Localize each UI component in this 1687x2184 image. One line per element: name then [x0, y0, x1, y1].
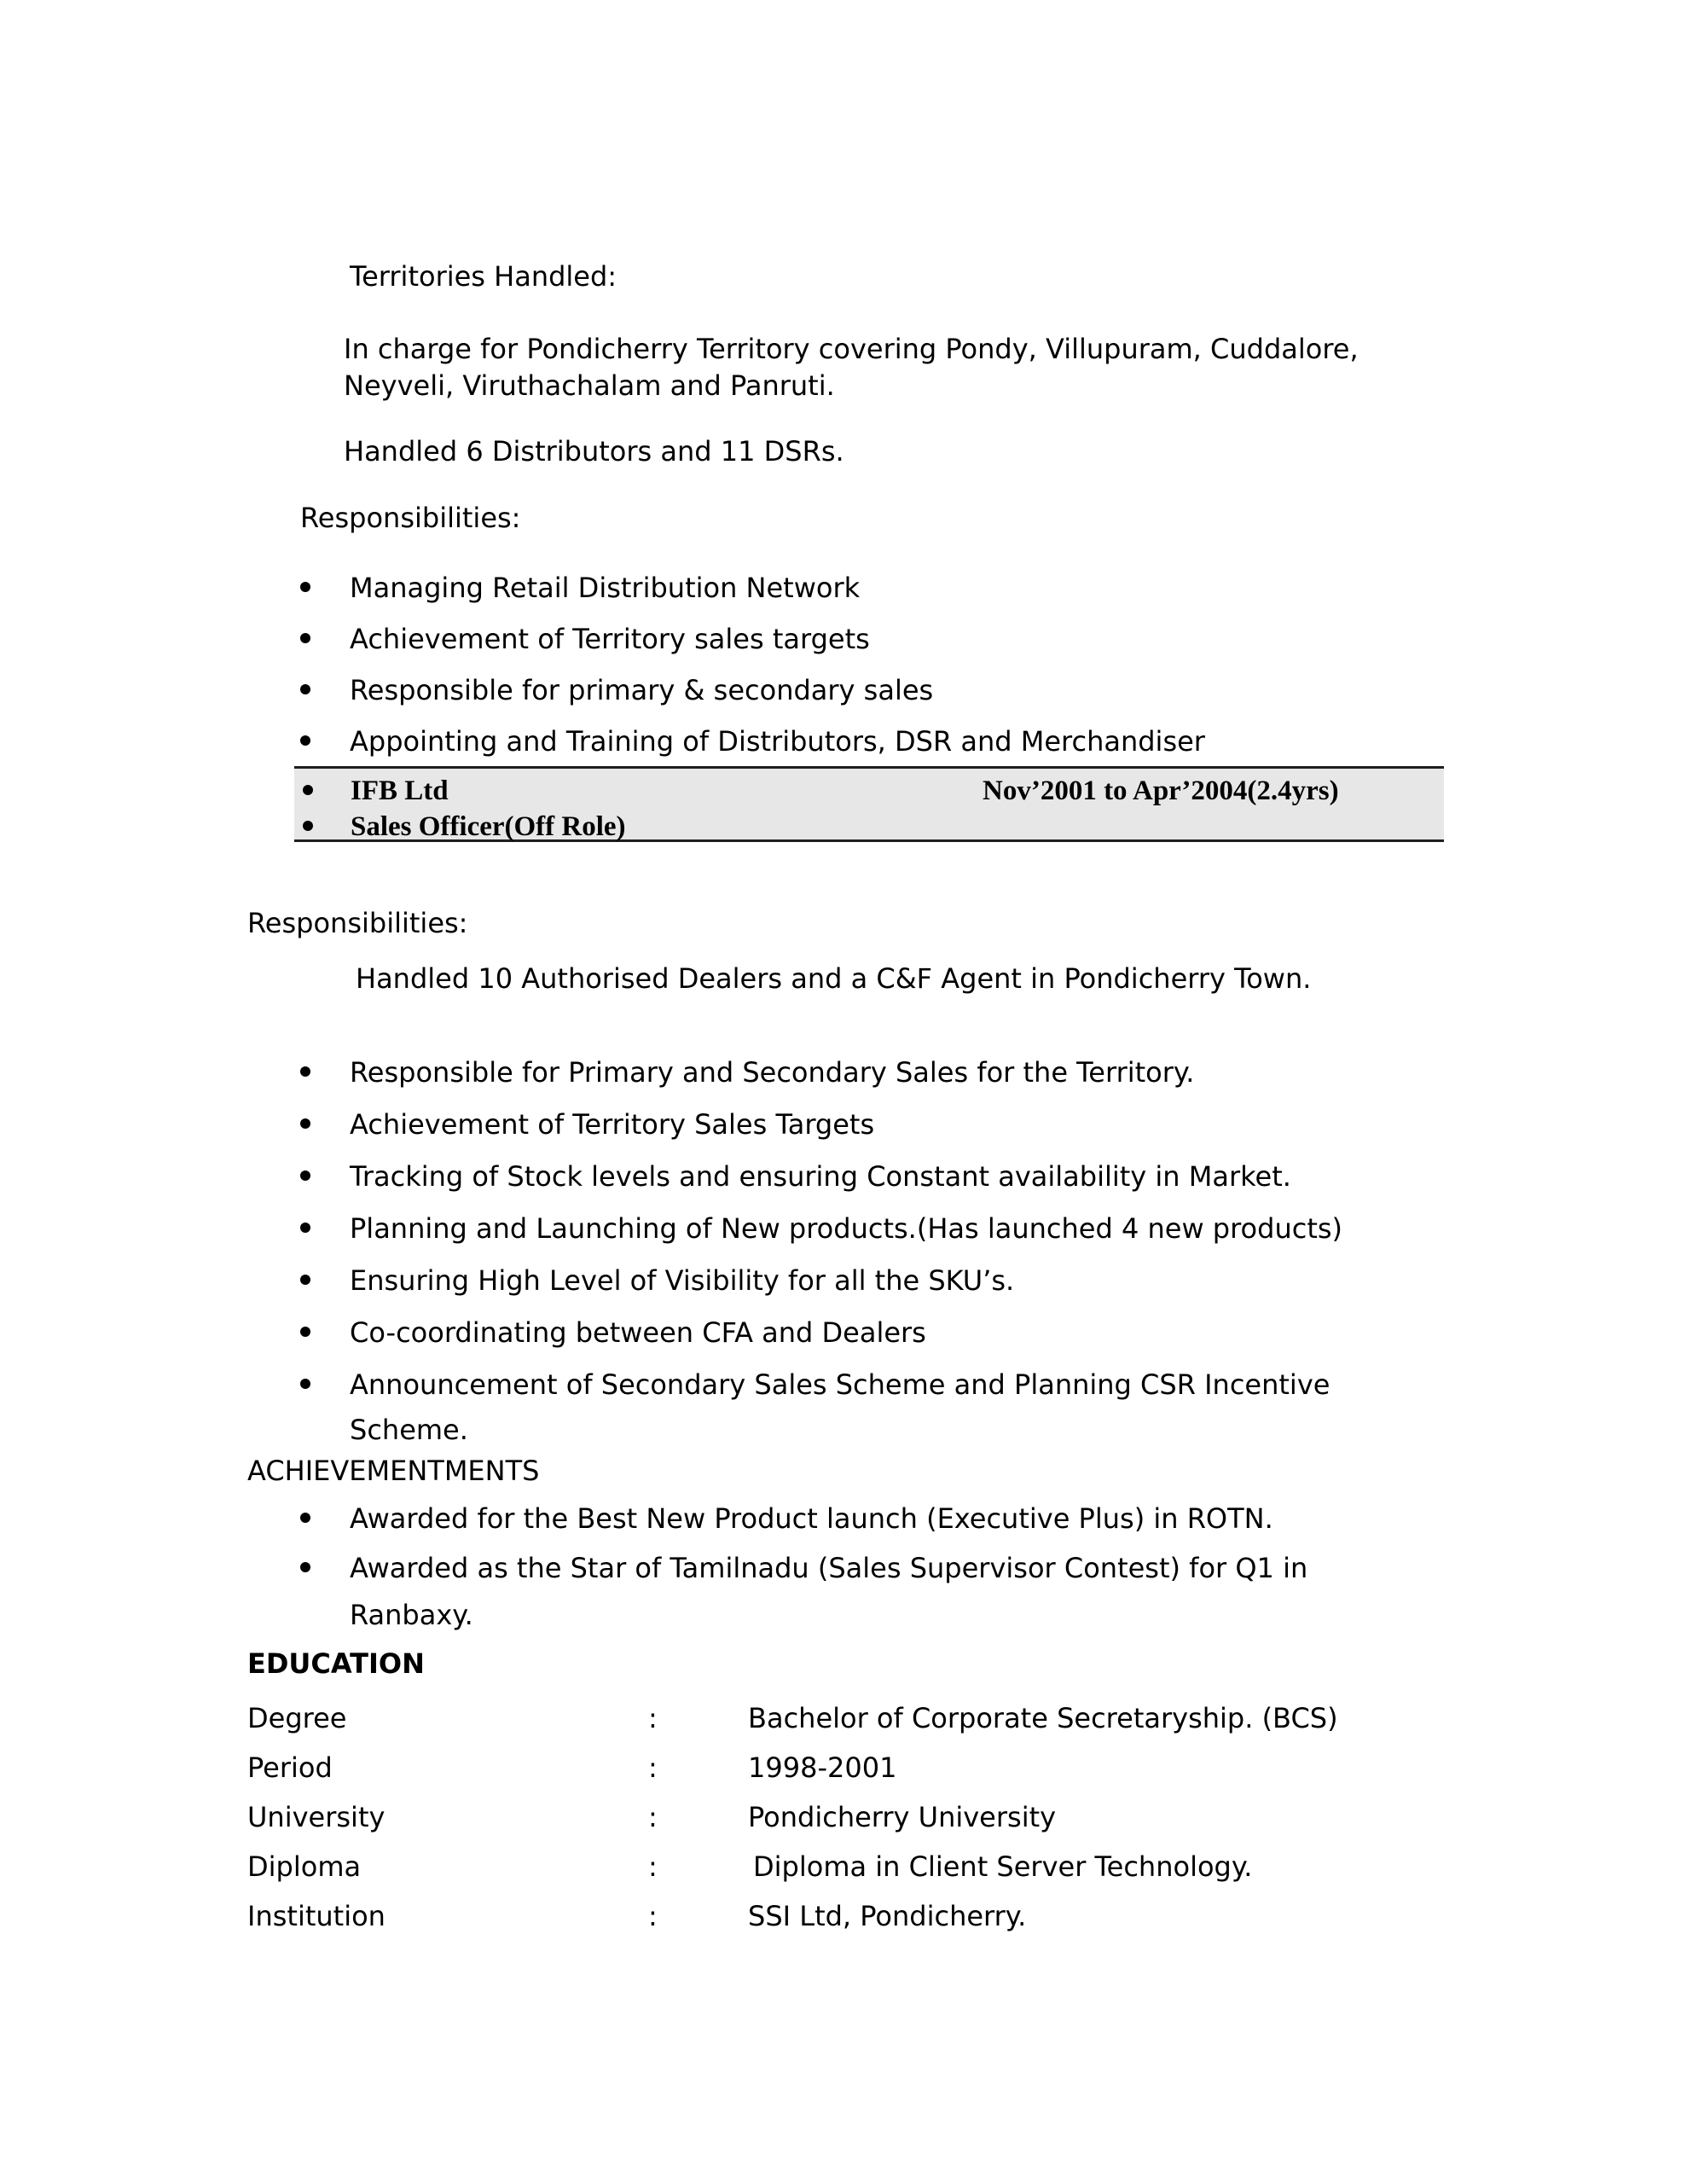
list-item — [300, 571, 860, 605]
education-separator: : — [648, 1702, 658, 1734]
job-banner — [294, 766, 1444, 842]
list-item-text: Ensuring High Level of Visibility for all the SKU’s. — [350, 1264, 1015, 1297]
list-item — [300, 1055, 1194, 1089]
territories-handled-heading: Territories Handled: — [350, 260, 617, 293]
education-row — [247, 1899, 1026, 1933]
education-label: Period — [247, 1751, 333, 1784]
education-separator: : — [648, 1751, 658, 1784]
employment-period: Nov’2001 to Apr’2004(2.4yrs) — [983, 775, 1339, 806]
list-item-text: Responsible for primary & secondary sales — [350, 674, 934, 706]
list-item — [300, 1368, 1330, 1402]
education-label: University — [247, 1801, 386, 1833]
territory-paragraph-line-2: Neyveli, Viruthachalam and Panruti. — [344, 369, 835, 402]
list-item — [300, 1159, 1291, 1194]
education-value: 1998-2001 — [748, 1751, 897, 1784]
list-item-text: Managing Retail Distribution Network — [350, 572, 861, 604]
education-label: Institution — [247, 1900, 386, 1932]
education-value: Diploma in Client Server Technology. — [753, 1850, 1253, 1883]
education-label: Diploma — [247, 1850, 362, 1883]
list-item-text: Awarded for the Best New Product launch (Executive Plus) in ROTN. — [350, 1502, 1273, 1535]
education-value: SSI Ltd, Pondicherry. — [748, 1900, 1027, 1932]
list-item — [300, 1502, 1273, 1536]
education-row — [247, 1800, 1056, 1834]
job-role: Sales Officer(Off Role) — [351, 811, 626, 842]
bullet-icon — [300, 1170, 310, 1181]
bullet-icon — [300, 735, 310, 746]
list-item — [300, 1316, 926, 1350]
responsibilities-heading-2: Responsibilities: — [247, 907, 468, 939]
bullet-icon — [300, 1562, 310, 1572]
list-item-text: Tracking of Stock levels and ensuring Constant availability in Market. — [350, 1160, 1291, 1193]
education-row — [247, 1701, 1338, 1735]
company-name: IFB Ltd — [351, 775, 449, 806]
bullet-icon — [300, 582, 310, 592]
education-separator: : — [648, 1801, 658, 1833]
handled-distributors-line: Handled 6 Distributors and 11 DSRs. — [344, 435, 844, 468]
bullet-icon — [300, 1327, 310, 1337]
list-item — [300, 622, 870, 656]
list-item-text: Responsible for Primary and Secondary Sales for the Territory. — [350, 1056, 1195, 1089]
list-item-text: Appointing and Training of Distributors, DSR and Merchandiser — [350, 725, 1205, 758]
achievements-heading: ACHIEVEMENTMENTS — [247, 1455, 540, 1487]
list-item-text: Awarded as the Star of Tamilnadu (Sales Supervisor Contest) for Q1 in — [350, 1552, 1308, 1584]
list-item — [300, 673, 933, 707]
list-item-text: Co-coordinating between CFA and Dealers — [350, 1316, 926, 1349]
bullet-icon — [303, 821, 313, 831]
list-item — [300, 724, 1205, 758]
list-item-text: Achievement of Territory Sales Targets — [350, 1108, 875, 1141]
banner-company-row — [303, 775, 449, 807]
list-item-continuation: Scheme. — [350, 1414, 468, 1446]
banner-role-row — [303, 811, 626, 843]
list-item — [300, 1211, 1342, 1246]
bullet-icon — [300, 1513, 310, 1523]
education-value: Bachelor of Corporate Secretaryship. (BCS) — [748, 1702, 1338, 1734]
education-separator: : — [648, 1850, 658, 1883]
bullet-icon — [300, 1223, 310, 1233]
education-separator: : — [648, 1900, 658, 1932]
education-heading: EDUCATION — [247, 1647, 425, 1680]
education-value: Pondicherry University — [748, 1801, 1057, 1833]
list-item-text: Achievement of Territory sales targets — [350, 623, 870, 655]
list-item-continuation: Ranbaxy. — [350, 1599, 473, 1631]
bullet-icon — [300, 1066, 310, 1077]
education-row — [247, 1850, 1252, 1884]
education-row — [247, 1751, 896, 1785]
dealers-intro-line: Handled 10 Authorised Dealers and a C&F Agent in Pondicherry Town. — [356, 962, 1312, 995]
bullet-icon — [300, 684, 310, 694]
list-item-text: Planning and Launching of New products.(Has launched 4 new products) — [350, 1212, 1343, 1245]
bullet-icon — [303, 785, 313, 795]
list-item-text: Announcement of Secondary Sales Scheme and Planning CSR Incentive — [350, 1368, 1330, 1401]
bullet-icon — [300, 633, 310, 643]
list-item — [300, 1107, 874, 1141]
responsibilities-heading-1: Responsibilities: — [300, 502, 521, 534]
territory-paragraph-line-1: In charge for Pondicherry Territory covering Pondy, Villupuram, Cuddalore, — [344, 333, 1359, 365]
list-item — [300, 1551, 1307, 1585]
bullet-icon — [300, 1275, 310, 1285]
education-label: Degree — [247, 1702, 347, 1734]
bullet-icon — [300, 1379, 310, 1389]
list-item — [300, 1263, 1014, 1298]
bullet-icon — [300, 1118, 310, 1129]
